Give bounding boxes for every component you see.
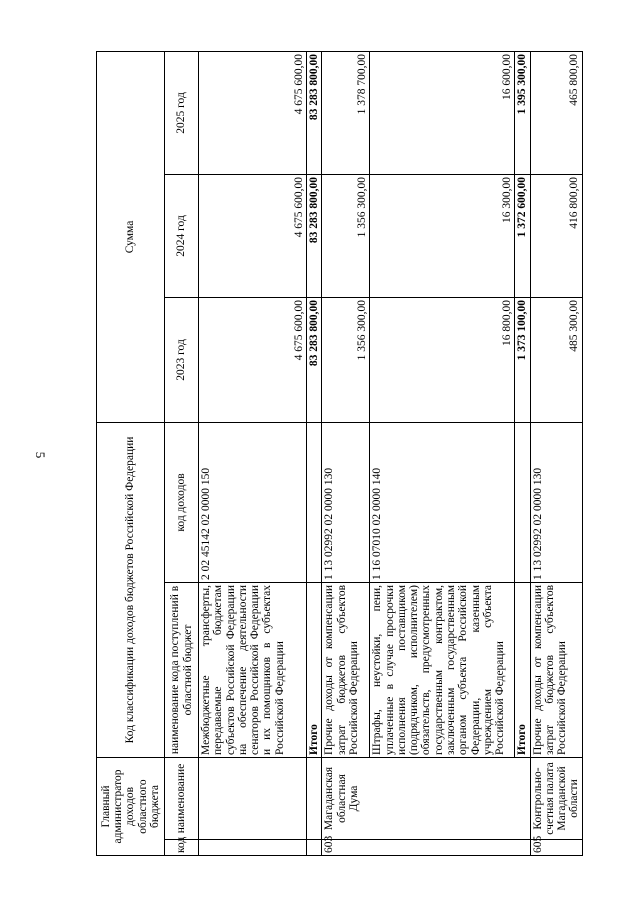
- page-number: 5: [33, 451, 48, 459]
- header-income-code: код доходов: [165, 422, 199, 582]
- admin-code-cell: 603: [322, 840, 530, 856]
- amount-2024-cell: 416 800,00: [530, 174, 582, 297]
- table-row: [322, 51, 370, 855]
- admin-code-cell: 605: [530, 840, 582, 856]
- amount-2023-cell: 1 356 300,00: [322, 297, 370, 422]
- header-admin-name: наименование: [165, 757, 199, 839]
- total-2025-cell: 1 395 300,00: [515, 51, 530, 174]
- total-2023-cell: 1 373 100,00: [515, 297, 530, 422]
- income-code-cell: 2 02 45142 02 0000 150: [199, 422, 307, 582]
- income-table: [96, 51, 583, 856]
- header-classification-group: Код классификации доходов бюджетов Российской Федерации: [97, 422, 165, 757]
- total-row: [307, 51, 322, 855]
- amount-2024-cell: 1 356 300,00: [322, 174, 370, 297]
- amount-2025-cell: 4 675 600,00: [199, 51, 307, 174]
- table-row: [370, 51, 515, 855]
- amount-2023-cell: 16 800,00: [370, 297, 515, 422]
- table-row: [530, 51, 582, 855]
- header-admin-code: код: [165, 840, 199, 856]
- header-year-2024: 2024 год: [165, 174, 199, 297]
- income-code-cell: 1 13 02992 02 0000 130: [322, 422, 370, 582]
- income-name-cell: Прочие доходы от компенсации затрат бюджетов субъектов Российской Федерации: [322, 582, 370, 757]
- amount-2025-cell: 465 800,00: [530, 51, 582, 174]
- total-2024-cell: 1 372 600,00: [515, 174, 530, 297]
- header-admin-group: Главный администратор доходов областного бюджета: [97, 757, 165, 855]
- header-classification-name: наименование кода поступлений в областной бюджет: [165, 582, 199, 757]
- total-label-cell: Итого: [515, 582, 530, 757]
- amount-2023-cell: 4 675 600,00: [199, 297, 307, 422]
- income-code-cell: 1 16 07010 02 0000 140: [370, 422, 515, 582]
- table-row: [199, 51, 307, 855]
- total-2024-cell: 83 283 800,00: [307, 174, 322, 297]
- header-year-2023: 2023 год: [165, 297, 199, 422]
- amount-2024-cell: 4 675 600,00: [199, 174, 307, 297]
- admin-name-cell: Контрольно-счетная палата Магаданской области: [530, 757, 582, 839]
- amount-2025-cell: 1 378 700,00: [322, 51, 370, 174]
- income-code-cell: 1 13 02992 02 0000 130: [530, 422, 582, 582]
- header-year-2025: 2025 год: [165, 51, 199, 174]
- total-row: [515, 51, 530, 855]
- income-name-cell: Прочие доходы от компенсации затрат бюджетов субъектов Российской Федерации: [530, 582, 582, 757]
- income-name-cell: Межбюджетные трансферты, передаваемые бюджетам субъектов Российской Федерации на обеспечение деятельности сенаторов Российской Федерации и их помощников в субъектах Российской Федерации: [199, 582, 307, 757]
- income-name-cell: Штрафы, неустойки, пени, уплаченные в случае просрочки исполнения поставщиком (подрядчиком, исполнителем) обязательств, предусмотренных государственным контрактом, заключенным государственным органом субъекта Российской Федерации, казенным учреждением субъекта Российской Федерации: [370, 582, 515, 757]
- total-2023-cell: 83 283 800,00: [307, 297, 322, 422]
- amount-2025-cell: 16 600,00: [370, 51, 515, 174]
- amount-2024-cell: 16 300,00: [370, 174, 515, 297]
- admin-name-cell: Магаданская областная Дума: [322, 757, 530, 839]
- header-sum-group: Сумма: [97, 51, 165, 422]
- rotated-table-container: [96, 52, 581, 856]
- total-label-cell: Итого: [307, 582, 322, 757]
- total-2025-cell: 83 283 800,00: [307, 51, 322, 174]
- amount-2023-cell: 485 300,00: [530, 297, 582, 422]
